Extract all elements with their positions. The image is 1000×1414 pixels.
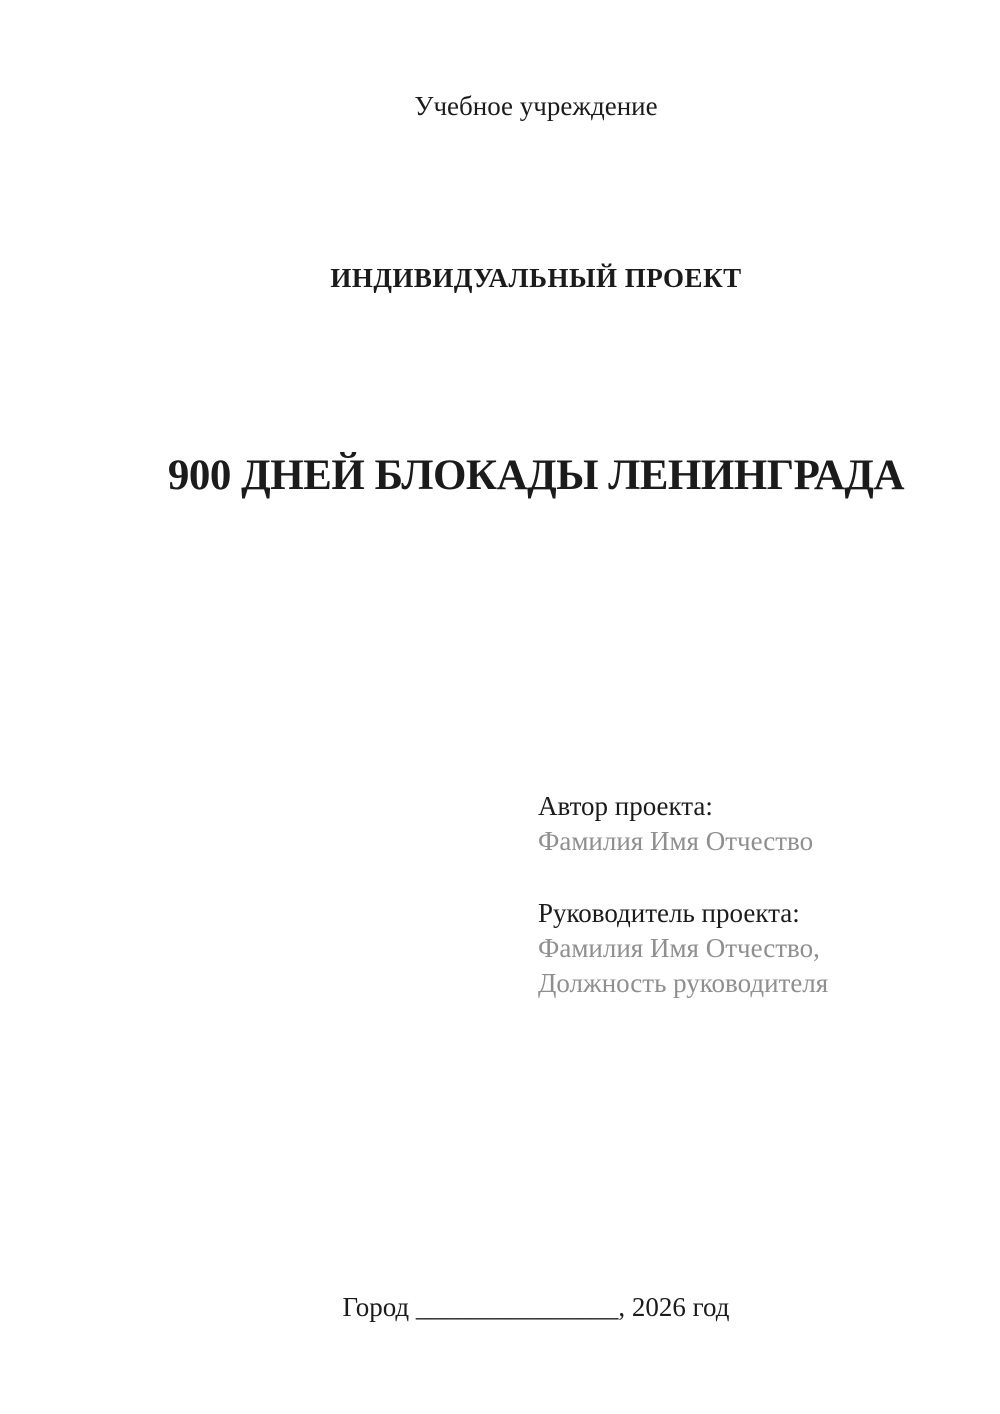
supervisor-position-placeholder: Должность руководителя: [538, 968, 829, 998]
author-label: Автор проекта:: [538, 791, 713, 821]
project-type-heading: ИНДИВИДУАЛЬНЫЙ ПРОЕКТ: [330, 263, 742, 293]
year-suffix: , 2026 год: [618, 1292, 730, 1322]
author-block: [538, 789, 828, 859]
credits-block: [538, 789, 828, 1001]
author-name-placeholder: Фамилия Имя Отчество: [538, 826, 814, 856]
institution-line: Учебное учреждение: [414, 91, 658, 121]
supervisor-label: Руководитель проекта:: [538, 898, 800, 928]
project-title: 900 ДНЕЙ БЛОКАДЫ ЛЕНИНГРАДА: [167, 452, 905, 499]
city-label: Город: [342, 1292, 416, 1322]
city-year-line: [143, 1290, 929, 1324]
supervisor-name-placeholder: Фамилия Имя Отчество,: [538, 933, 820, 963]
supervisor-block: [538, 896, 828, 1001]
city-blank-line: _______________: [415, 1292, 619, 1322]
